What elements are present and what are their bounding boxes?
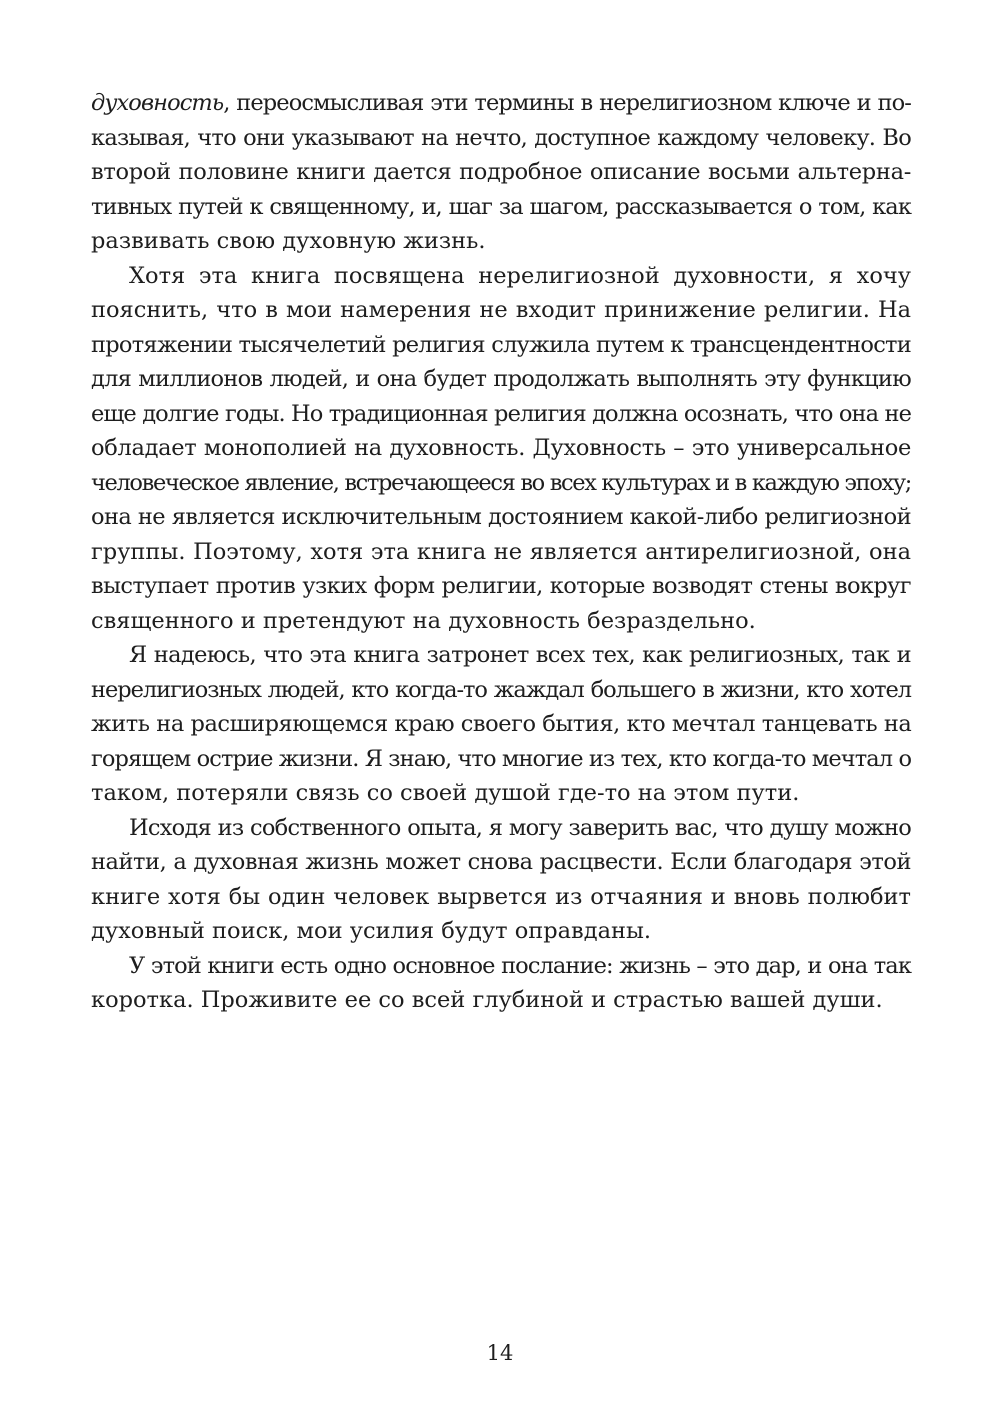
page-number: 14 [486,1341,514,1365]
text-line: духовность, переосмысливая эти термины в нерелигиозном ключе и по- [91,90,911,116]
text-line: развивать свою духовную жизнь. [91,228,486,254]
paragraph-2 [91,259,911,639]
text-line: второй половине книги дается подробное описание восьми альтерна- [91,159,911,185]
text-line: горящем острие жизни. Я знаю, что многие из тех, кто когда-то мечтал о [91,745,912,772]
text-line: коротка. Проживите ее со всей глубиной и страстью вашей души. [91,987,883,1013]
text-line: для миллионов людей, и она будет продолжать выполнять эту функцию [91,366,911,392]
text-line: таком, потеряли связь со своей душой где-то на этом пути. [91,780,800,806]
text-line: она не является исключительным достоянием какой-либо религиозной [91,504,911,530]
text-line: найти, а духовная жизнь может снова расцвести. Если благодаря этой [91,849,911,875]
text-line: Хотя эта книга посвящена нерелигиозной духовности, я хочу [129,262,911,289]
italic-term: духовность [91,90,224,116]
text-line: книге хотя бы один человек вырвется из отчаяния и вновь полюбит [91,883,911,910]
text-line: У этой книги есть одно основное послание: жизнь – это дар, и она так [129,952,911,979]
text-line: духовный поиск, мои усилия будут оправданы. [91,918,652,944]
text-line: обладает монополией на духовность. Духовность – это универсальное [91,435,911,461]
text-line: Исходя из собственного опыта, я могу заверить вас, что душу можно [129,814,911,841]
text-line: нерелигиозных людей, кто когда-то жаждал большего в жизни, кто хотел [91,676,911,703]
paragraph-5 [91,949,911,1018]
text-line: группы. Поэтому, хотя эта книга не является антирелигиозной, она [91,538,911,565]
body-text [91,86,911,1018]
text-line: тивных путей к священному, и, шаг за шагом, рассказывается о том, как [91,193,911,220]
text-line: протяжении тысячелетий религия служила путем к трансцендентности [91,331,911,358]
text-line: жить на расширяющемся краю своего бытия, кто мечтал танцевать на [91,711,912,737]
text-line: пояснить, что в мои намерения не входит принижение религии. На [91,297,911,323]
paragraph-1 [91,86,911,259]
text-line: священного и претендуют на духовность безраздельно. [91,607,756,634]
text-line: человеческое явление, встречающееся во всех культурах и в каждую эпоху; [91,469,911,496]
paragraph-3 [91,638,911,811]
text-line: выступает против узких форм религии, которые возводят стены вокруг [91,573,911,599]
text-line: Я надеюсь, что эта книга затронет всех тех, как религиозных, так и [129,642,911,668]
text-line: еще долгие годы. Но традиционная религия должна осознать, что она не [91,400,911,427]
text-line: казывая, что они указывают на нечто, доступное каждому человеку. Во [91,124,911,151]
paragraph-4 [91,811,911,949]
